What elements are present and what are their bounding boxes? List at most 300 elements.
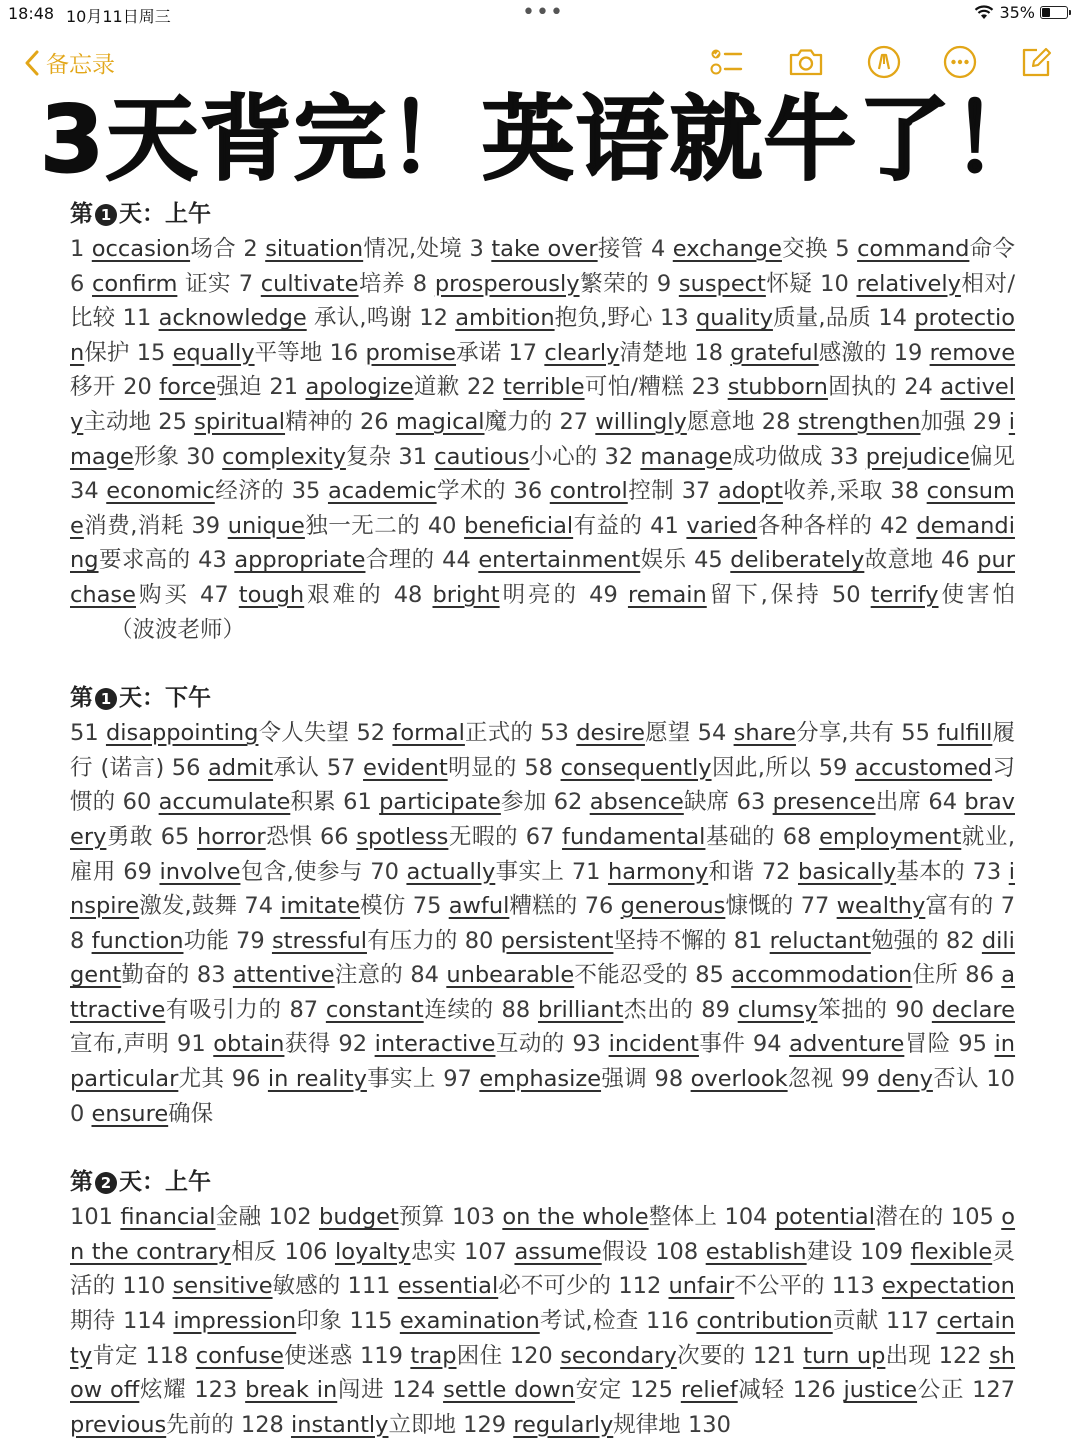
- section-title-suffix: 天：下午: [119, 685, 211, 712]
- entry-number: 25: [158, 408, 187, 435]
- vocab-word: assume: [514, 1238, 602, 1265]
- vocab-meaning: 功能: [183, 927, 229, 954]
- entry-number: 9: [656, 270, 672, 297]
- vocab-meaning: 精神的: [285, 408, 353, 435]
- entry-number: 129: [463, 1411, 507, 1438]
- vocab-word: instantly: [290, 1411, 389, 1438]
- entry-number: 12: [419, 305, 448, 332]
- entry-number: 63: [736, 789, 766, 816]
- entry-number: 67: [525, 823, 555, 850]
- vocab-meaning: 忽视: [787, 1066, 834, 1093]
- entry-number: 128: [240, 1411, 284, 1438]
- vocab-meaning: 艰难的: [304, 581, 384, 608]
- entry-number: 49: [589, 581, 618, 608]
- entry-number: 11: [122, 305, 152, 332]
- vocab-word: accustomed: [854, 754, 993, 781]
- section-title: [70, 197, 1015, 232]
- entry-number: 98: [654, 1066, 684, 1093]
- vocab-word: remove: [929, 339, 1016, 366]
- vocab-word: manage: [640, 443, 733, 470]
- entry-number: 35: [291, 478, 321, 505]
- vocab-meaning: 愿望: [644, 720, 691, 747]
- vocab-word: willingly: [595, 408, 687, 435]
- vocab-word: show off: [70, 1342, 1016, 1404]
- entry-number: 99: [841, 1066, 870, 1093]
- entry-number: 6: [70, 270, 85, 297]
- vocab-word: obtain: [213, 1031, 285, 1058]
- entry-number: 126: [792, 1377, 836, 1404]
- vocab-word: occasion: [91, 236, 191, 262]
- entry-number: 103: [451, 1204, 495, 1231]
- vocab-word: grateful: [730, 339, 819, 366]
- section-title: [70, 1165, 1015, 1200]
- vocab-word: generous: [620, 893, 726, 920]
- vocab-word: expectation: [881, 1273, 1015, 1300]
- entry-number: 110: [122, 1273, 166, 1300]
- vocab-word: previous: [70, 1411, 167, 1438]
- vocab-word: spiritual: [194, 408, 286, 435]
- vocab-word: wealthy: [836, 893, 926, 920]
- vocab-meaning: 承诺: [456, 339, 502, 366]
- entry-number: 57: [326, 754, 356, 781]
- vocab-meaning: 糟糕的: [509, 893, 578, 920]
- vocab-meaning: 道歉: [413, 374, 460, 401]
- vocab-meaning: 移开: [70, 374, 116, 401]
- vocab-word: ensure: [91, 1100, 169, 1127]
- entry-number: 48: [393, 581, 423, 608]
- entry-number: 56: [171, 754, 201, 781]
- entry-number: 116: [645, 1308, 689, 1335]
- vocab-meaning: 安定: [574, 1377, 623, 1404]
- vocab-meaning: 分享,共有: [795, 720, 894, 747]
- vocab-word: interactive: [374, 1031, 496, 1058]
- vocab-word: function: [91, 927, 184, 954]
- entry-number: 54: [697, 720, 727, 747]
- vocab-word: equally: [172, 339, 255, 366]
- section-title: [70, 681, 1015, 716]
- vocab-word: clumsy: [737, 996, 818, 1023]
- vocab-word: academic: [327, 478, 437, 505]
- entry-number: 122: [938, 1342, 982, 1369]
- entry-number: 121: [752, 1342, 796, 1369]
- vocab-meaning: 富有的: [925, 893, 994, 920]
- entry-number: 123: [194, 1377, 238, 1404]
- vocab-meaning: 住所: [912, 962, 958, 989]
- entry-number: 119: [359, 1342, 403, 1369]
- vocab-meaning: 主动地: [83, 408, 152, 435]
- vocab-meaning: 事实上: [495, 858, 565, 885]
- vocab-word: prosperously: [434, 270, 580, 297]
- vocab-word: sensitive: [172, 1273, 273, 1300]
- status-indicators: [974, 3, 1068, 22]
- entry-number: 15: [136, 339, 166, 366]
- compose-icon[interactable]: [1018, 44, 1054, 80]
- entry-number: 117: [886, 1308, 929, 1335]
- vocab-meaning: 次要的: [676, 1342, 746, 1369]
- vocab-meaning: 积累: [290, 789, 336, 816]
- entry-number: 93: [572, 1031, 601, 1058]
- vocab-word: confirm: [92, 270, 178, 297]
- vocab-word: in particular: [70, 1031, 1016, 1093]
- vocab-meaning: 勉强的: [870, 927, 939, 954]
- entry-number: 125: [629, 1377, 673, 1404]
- vocab-word: loyalty: [334, 1238, 411, 1265]
- vocab-word: absence: [589, 789, 684, 816]
- vocab-meaning: 魔力的: [484, 408, 553, 435]
- vocab-word: consequently: [560, 754, 712, 781]
- vocab-meaning: 假设: [601, 1238, 648, 1265]
- vocab-meaning: 接管: [597, 236, 644, 262]
- entry-number: 28: [761, 408, 791, 435]
- vocab-word: brilliant: [537, 996, 624, 1023]
- camera-icon[interactable]: [788, 44, 824, 80]
- vocab-meaning: 和谐: [708, 858, 755, 885]
- notes-toolbar: [0, 38, 1080, 86]
- day-number-badge: 2: [95, 1172, 117, 1194]
- vocab-meaning: 杰出的: [623, 996, 694, 1023]
- vocab-meaning: 炫耀: [139, 1377, 187, 1404]
- vocab-word: cultivate: [260, 270, 359, 297]
- entry-number: 58: [524, 754, 553, 781]
- vocab-word: strengthen: [797, 408, 921, 435]
- vocab-word: certainty: [70, 1308, 1016, 1369]
- vocab-meaning: 要求高的: [98, 547, 191, 574]
- vocab-meaning: 清楚地: [619, 339, 688, 366]
- section-spacer: [70, 1131, 1015, 1165]
- vocab-word: varied: [686, 512, 758, 539]
- vocab-word: budget: [319, 1204, 399, 1231]
- vocab-word: unbearable: [446, 962, 575, 989]
- entry-number: 5: [835, 236, 850, 262]
- vocab-meaning: 敏感的: [272, 1273, 341, 1300]
- vocab-word: acknowledge: [158, 305, 307, 332]
- entry-number: 1: [70, 236, 85, 262]
- vocab-word: fulfill: [937, 720, 993, 747]
- vocab-meaning: 相对/比较: [70, 270, 1016, 332]
- note-body[interactable]: [70, 197, 1015, 1442]
- entry-number: 43: [198, 547, 227, 574]
- vocab-word: unfair: [668, 1273, 735, 1300]
- vocab-word: impression: [173, 1308, 297, 1335]
- entry-number: 45: [694, 547, 723, 574]
- entry-number: 74: [244, 893, 274, 920]
- vocab-word: basically: [798, 858, 897, 885]
- vocab-meaning: 培养: [358, 270, 406, 297]
- vocab-word: flexible: [910, 1238, 993, 1265]
- vocab-word: take over: [491, 236, 598, 262]
- entry-number: 105: [950, 1204, 994, 1231]
- vocab-meaning: 预算: [398, 1204, 445, 1231]
- vocab-meaning: 事件: [698, 1031, 746, 1058]
- vocab-meaning: 证实: [177, 270, 232, 297]
- vocab-meaning: 可怕/糟糕: [584, 374, 685, 401]
- vocab-word: adopt: [717, 478, 783, 505]
- entry-number: 102: [268, 1204, 312, 1231]
- entry-number: 30: [186, 443, 215, 470]
- vocab-word: incident: [608, 1031, 699, 1058]
- entry-number: 32: [604, 443, 634, 470]
- vocab-word: admit: [208, 754, 274, 781]
- entry-number: 97: [443, 1066, 472, 1093]
- vocab-meaning: 互动的: [495, 1031, 565, 1058]
- back-button-label: 备忘录: [46, 52, 115, 78]
- vocab-word: deny: [877, 1066, 933, 1093]
- vocab-word: control: [549, 478, 628, 505]
- vocab-word: inspire: [70, 858, 1015, 920]
- section-title-suffix: 天：上午: [119, 201, 211, 227]
- entry-number: 29: [972, 408, 1002, 435]
- vocab-word: involve: [159, 858, 241, 885]
- entry-number: 75: [412, 893, 442, 920]
- entry-number: 13: [660, 305, 689, 332]
- vocab-word: unique: [227, 512, 305, 539]
- entry-number: 23: [691, 374, 721, 401]
- day-number-badge: 1: [95, 204, 117, 226]
- vocab-word: presence: [772, 789, 876, 816]
- section-title-suffix: 天：上午: [119, 1169, 211, 1196]
- vocabulary-paragraph: [70, 232, 1015, 647]
- entry-number: 96: [231, 1066, 261, 1093]
- vocab-meaning: 情况,处境: [363, 236, 463, 262]
- vocabulary-paragraph: [70, 1200, 1015, 1442]
- vocab-word: force: [159, 374, 216, 401]
- entry-number: 66: [319, 823, 349, 850]
- back-button[interactable]: [24, 46, 115, 79]
- vocab-meaning: 合理的: [365, 547, 435, 574]
- vocab-meaning: 偏见: [969, 443, 1016, 470]
- vocab-word: attractive: [70, 962, 1016, 1023]
- vocab-word: actively: [70, 374, 1016, 435]
- vocab-word: awful: [448, 893, 510, 920]
- vocab-word: image: [70, 408, 1016, 470]
- vocab-word: potential: [774, 1204, 875, 1231]
- vocab-meaning: 基础的: [705, 823, 776, 850]
- entry-number: 17: [508, 339, 538, 366]
- entry-number: 83: [196, 962, 226, 989]
- vocab-word: spotless: [356, 823, 449, 850]
- vocab-word: establish: [705, 1238, 807, 1265]
- more-icon[interactable]: [942, 44, 978, 80]
- vocab-word: persistent: [500, 927, 614, 954]
- day-number-badge: 1: [95, 688, 117, 710]
- vocab-word: on the whole: [502, 1204, 649, 1231]
- entry-number: 101: [70, 1204, 113, 1231]
- vocab-meaning: 否认: [932, 1066, 979, 1093]
- entry-number: 114: [123, 1308, 166, 1335]
- vocab-word: confuse: [195, 1342, 284, 1369]
- entry-number: 27: [559, 408, 589, 435]
- entry-number: 109: [860, 1238, 904, 1265]
- entry-number: 47: [200, 581, 229, 608]
- vocab-meaning: 经济的: [214, 478, 285, 505]
- vocab-meaning: 就业,雇用: [70, 823, 1016, 885]
- entry-number: 38: [890, 478, 920, 505]
- entry-number: 124: [392, 1377, 436, 1404]
- entry-number: 120: [509, 1342, 553, 1369]
- vocab-word: in reality: [267, 1066, 367, 1093]
- section-spacer: [70, 647, 1015, 681]
- vocab-word: bright: [432, 581, 500, 608]
- vocab-meaning: 确保: [168, 1100, 214, 1127]
- vocab-meaning: 强调: [601, 1066, 648, 1093]
- vocab-meaning: 承认,鸣谢: [306, 305, 412, 332]
- vocab-word: disappointing: [105, 720, 259, 747]
- vocab-word: essential: [397, 1273, 499, 1300]
- vocab-meaning: 保护: [84, 339, 130, 366]
- vocab-word: fundamental: [562, 823, 706, 850]
- vocab-word: stressful: [271, 927, 367, 954]
- entry-number: 33: [829, 443, 859, 470]
- vocab-word: accommodation: [731, 962, 913, 989]
- entry-number: 24: [904, 374, 933, 401]
- vocab-word: accumulate: [158, 789, 291, 816]
- vocab-meaning: 小心的: [529, 443, 598, 470]
- vocab-meaning: 娱乐: [640, 547, 687, 574]
- multitasking-dots-icon[interactable]: •••: [522, 0, 564, 25]
- vocab-meaning: 恐惧: [265, 823, 313, 850]
- vocab-meaning: 出现: [885, 1342, 932, 1369]
- vocab-meaning: 冒险: [904, 1031, 951, 1058]
- vocab-meaning: 怀疑: [765, 270, 813, 297]
- vocab-meaning: 减轻: [737, 1377, 785, 1404]
- entry-number: 81: [733, 927, 763, 954]
- vocab-meaning: 规律地: [613, 1411, 681, 1438]
- vocab-meaning: 尤其: [178, 1066, 225, 1093]
- vocab-word: clearly: [544, 339, 620, 366]
- entry-number: 113: [831, 1273, 875, 1300]
- vocab-word: break in: [245, 1377, 338, 1404]
- vocab-word: purchase: [70, 547, 1015, 608]
- entry-number: 40: [427, 512, 457, 539]
- vocab-meaning: 必不可少的: [498, 1273, 612, 1300]
- markup-pen-icon[interactable]: [866, 44, 902, 80]
- vocab-meaning: 收养,采取: [782, 478, 883, 505]
- vocab-meaning: 勤奋的: [121, 962, 190, 989]
- vocab-meaning: 强迫: [215, 374, 262, 401]
- vocab-meaning: 独一无二的: [304, 512, 421, 539]
- vocab-meaning: 出席: [875, 789, 922, 816]
- entry-number: 130: [687, 1411, 731, 1438]
- vocab-meaning: 连续的: [423, 996, 494, 1023]
- vocab-meaning: 抱负,野心: [554, 305, 653, 332]
- entry-number: 73: [972, 858, 1002, 885]
- entry-number: 78: [70, 893, 1016, 954]
- vocab-meaning: 模仿: [360, 893, 406, 920]
- vocab-meaning: 留下,保持: [706, 581, 822, 608]
- vocab-meaning: 注意的: [334, 962, 403, 989]
- vocab-word: diligent: [70, 927, 1015, 989]
- status-bar: [0, 0, 1080, 30]
- vocab-meaning: 不公平的: [734, 1273, 825, 1300]
- entry-number: 46: [941, 547, 970, 574]
- entry-number: 18: [694, 339, 724, 366]
- entry-number: 16: [329, 339, 359, 366]
- vocab-meaning: 正式的: [464, 720, 533, 747]
- vocab-meaning: 学术的: [436, 478, 506, 505]
- vocab-meaning: 忠实: [410, 1238, 457, 1265]
- entry-number: 91: [177, 1031, 206, 1058]
- vocab-meaning: 控制: [627, 478, 675, 505]
- entry-number: 2: [243, 236, 258, 262]
- vocab-meaning: 考试,检查: [539, 1308, 639, 1335]
- vocab-meaning: 购买: [135, 581, 190, 608]
- vocab-word: relatively: [856, 270, 961, 297]
- vocab-meaning: 包含,使参与: [240, 858, 363, 885]
- entry-number: 71: [571, 858, 601, 885]
- vocab-word: contribution: [696, 1308, 833, 1335]
- vocab-word: cautious: [434, 443, 530, 470]
- vocab-meaning: 场合: [190, 236, 236, 262]
- wifi-icon: [974, 5, 994, 20]
- entry-number: 61: [343, 789, 372, 816]
- vocab-meaning: 固执的: [827, 374, 897, 401]
- entry-number: 50: [831, 581, 861, 608]
- vocab-meaning: 获得: [284, 1031, 331, 1058]
- vocab-word: evident: [363, 754, 448, 781]
- vocab-meaning: 繁荣的: [579, 270, 650, 297]
- entry-number: 36: [513, 478, 543, 505]
- vocab-meaning: 闯进: [337, 1377, 385, 1404]
- entry-number: 112: [618, 1273, 662, 1300]
- battery-level: [1042, 8, 1050, 17]
- entry-number: 68: [782, 823, 812, 850]
- vocab-meaning: 先前的: [166, 1411, 234, 1438]
- vocab-meaning: 相反: [231, 1238, 278, 1265]
- battery-icon: [1040, 6, 1068, 19]
- vocab-word: entertainment: [478, 547, 641, 574]
- entry-number: 90: [895, 996, 925, 1023]
- entry-number: 104: [724, 1204, 768, 1231]
- vocab-word: adventure: [789, 1031, 905, 1058]
- status-date: 10月11日周三: [66, 7, 171, 26]
- vocab-meaning: 贡献: [832, 1308, 879, 1335]
- vocab-word: turn up: [803, 1342, 886, 1369]
- vocab-meaning: 勇敢: [106, 823, 153, 850]
- vocab-meaning: 建设: [806, 1238, 853, 1265]
- checklist-icon[interactable]: [708, 44, 744, 80]
- vocab-word: trap: [410, 1342, 457, 1369]
- vocab-word: formal: [392, 720, 465, 747]
- vocab-word: on the contrary: [70, 1204, 1016, 1265]
- entry-number: 31: [398, 443, 428, 470]
- entry-number: 106: [284, 1238, 328, 1265]
- entry-number: 92: [338, 1031, 368, 1058]
- vocab-meaning: 加强: [920, 408, 966, 435]
- entry-number: 51: [70, 720, 99, 747]
- vocab-word: bravery: [70, 789, 1015, 850]
- vocab-meaning: 履行 (诺言): [70, 720, 1015, 781]
- entry-number: 115: [349, 1308, 393, 1335]
- vocab-meaning: 使迷惑: [283, 1342, 353, 1369]
- entry-number: 22: [467, 374, 496, 401]
- vocab-meaning: 潜在的: [874, 1204, 944, 1231]
- vocab-meaning: 有吸引力的: [165, 996, 282, 1023]
- vocab-meaning: 使害怕: [938, 581, 1015, 608]
- vocab-meaning: 肯定: [92, 1342, 138, 1369]
- status-time: 18:48: [8, 4, 55, 23]
- vocab-word: deliberately: [730, 547, 865, 574]
- vocab-meaning: 缺席: [683, 789, 730, 816]
- vocab-word: imitate: [280, 893, 361, 920]
- vocab-word: overlook: [690, 1066, 788, 1093]
- section-title-prefix: 第: [70, 201, 93, 227]
- vocab-word: harmony: [608, 858, 709, 885]
- vocab-meaning: 消费,消耗: [83, 512, 184, 539]
- entry-number: 87: [289, 996, 319, 1023]
- vocab-word: share: [733, 720, 796, 747]
- entry-number: 72: [761, 858, 791, 885]
- entry-number: 94: [752, 1031, 782, 1058]
